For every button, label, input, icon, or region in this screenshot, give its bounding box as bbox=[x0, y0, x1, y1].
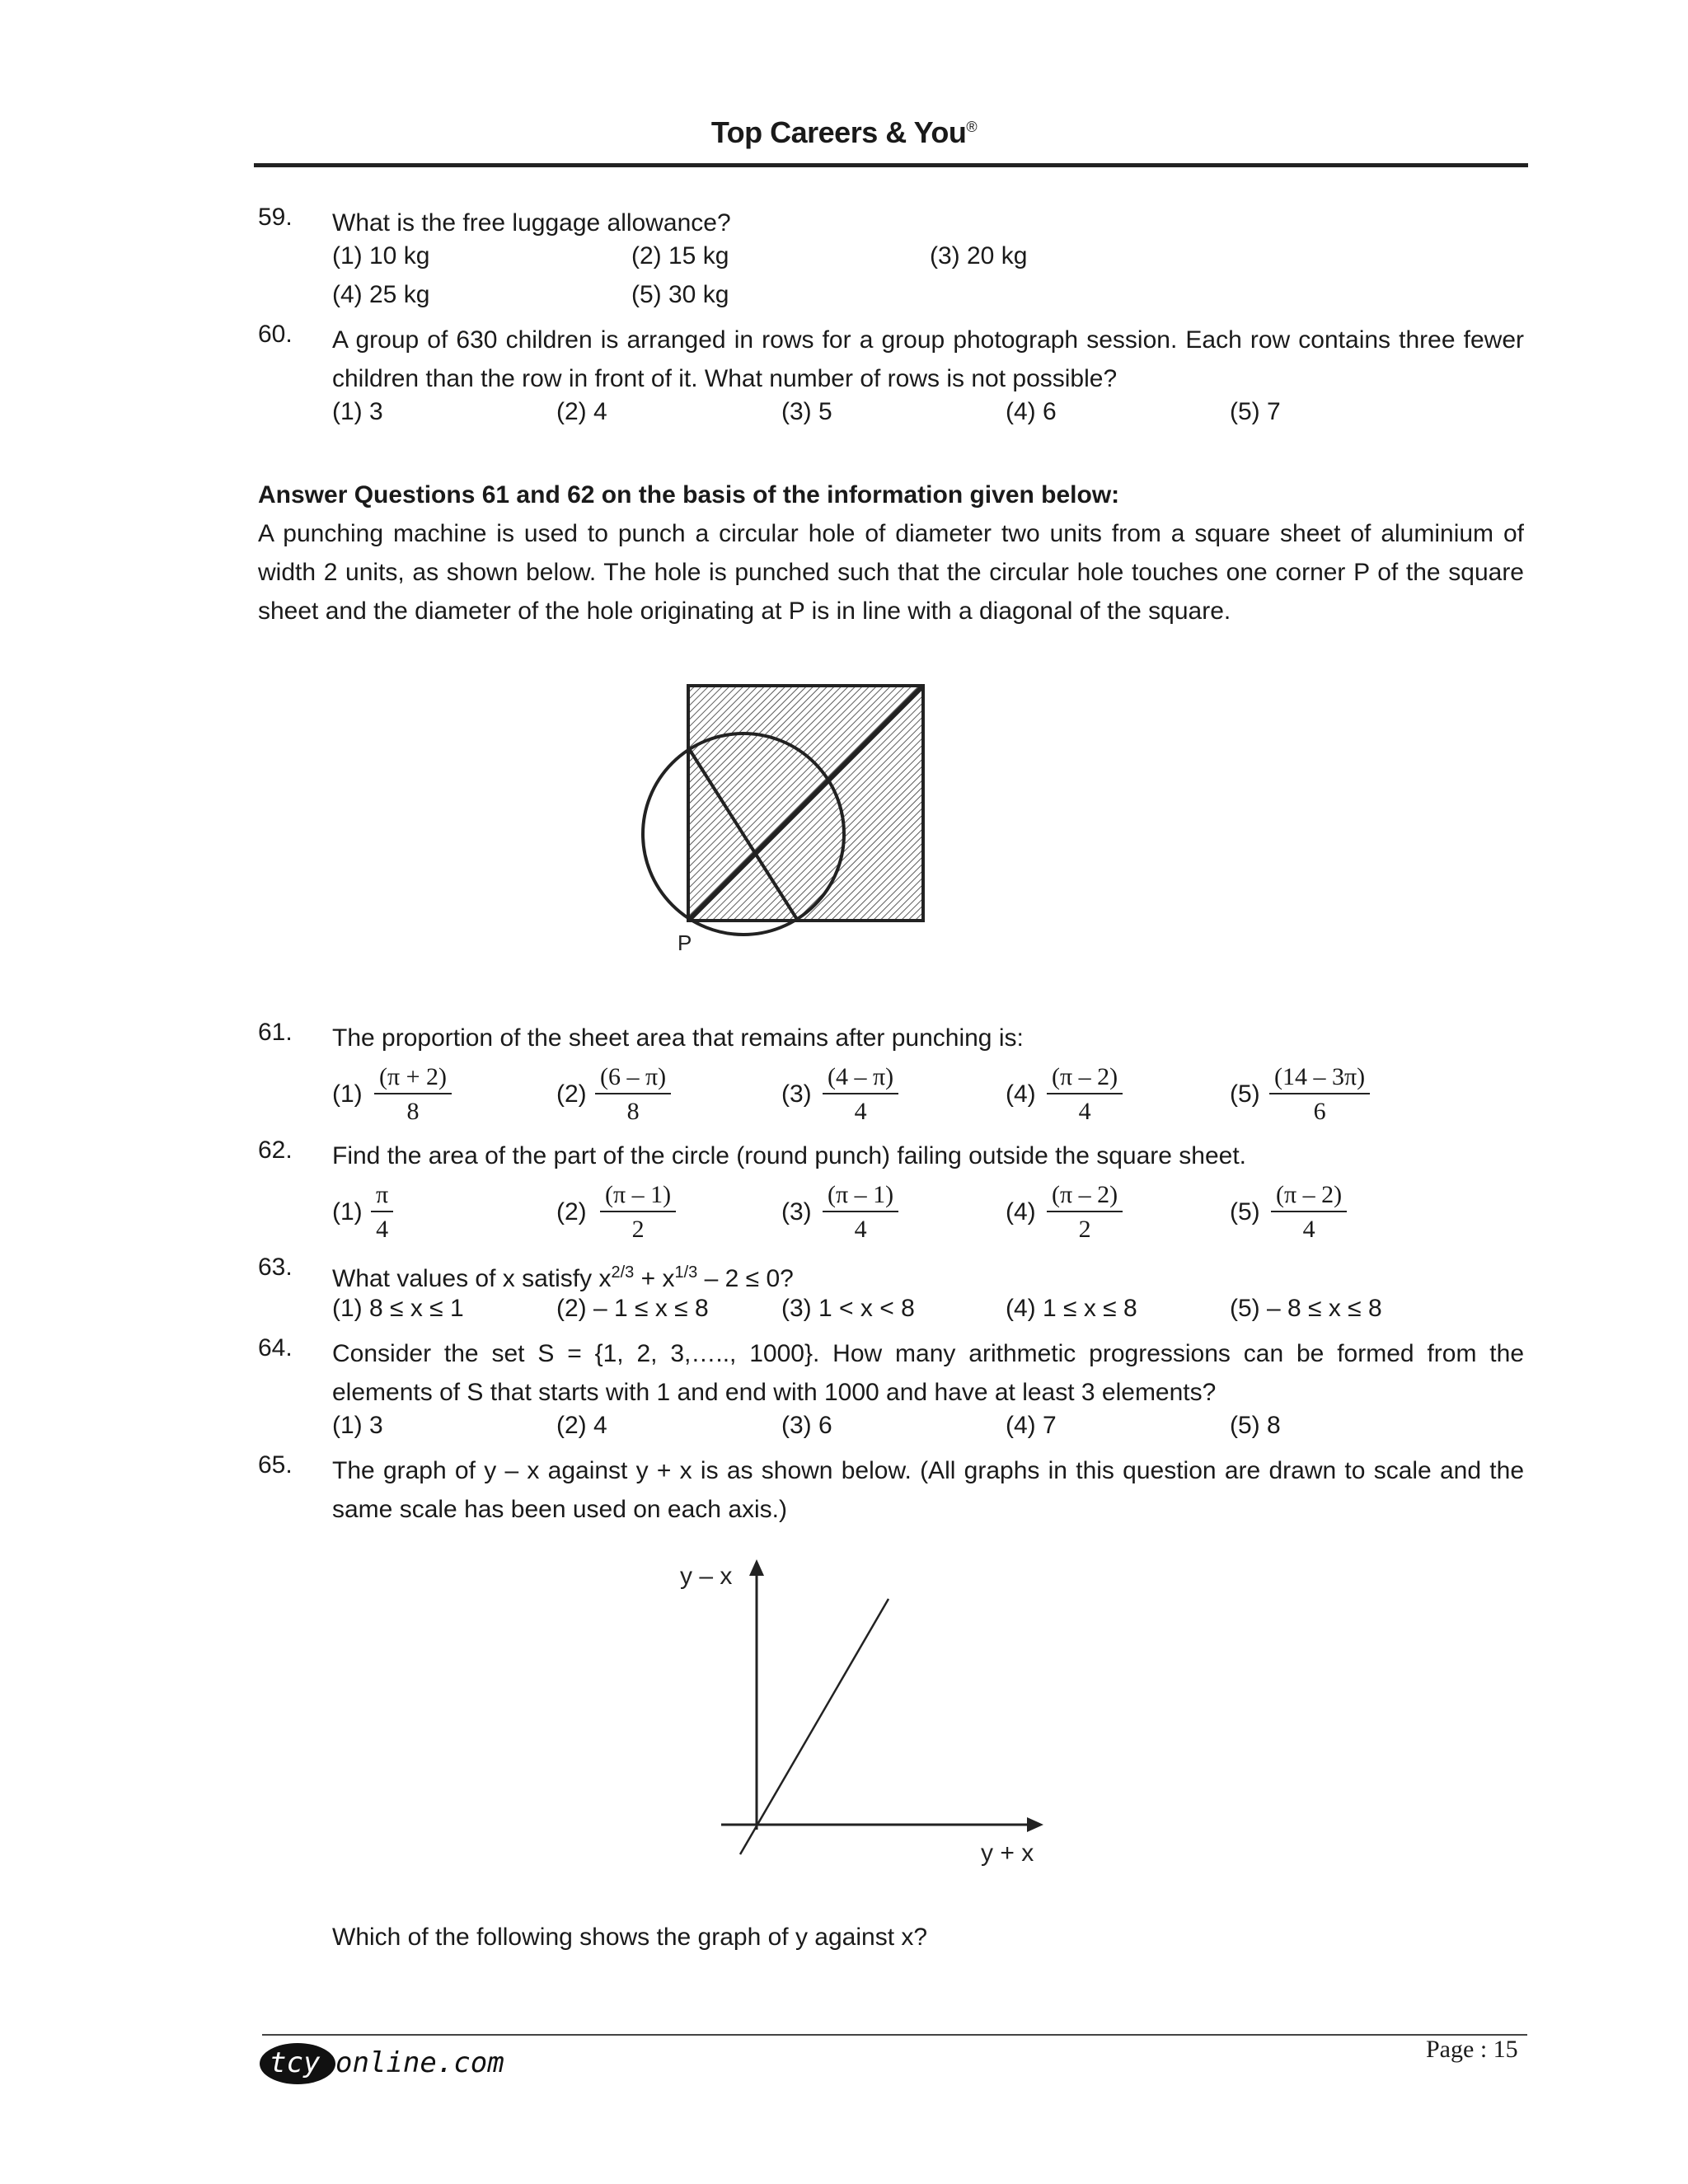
denominator: 8 bbox=[626, 1098, 640, 1125]
question-text: The proportion of the sheet area that remains after punching is: bbox=[332, 1024, 1024, 1052]
page-header-title bbox=[0, 115, 1688, 150]
option-fraction bbox=[823, 1063, 898, 1126]
option-label: (2) bbox=[556, 1080, 587, 1108]
option: (2) 4 bbox=[556, 1412, 607, 1439]
denominator: 2 bbox=[1078, 1216, 1091, 1243]
option-fraction bbox=[1047, 1063, 1123, 1126]
option: (1) 3 bbox=[332, 1412, 383, 1439]
option-label: (1) bbox=[332, 1080, 363, 1108]
denominator: 6 bbox=[1313, 1098, 1326, 1125]
punch-figure bbox=[635, 676, 940, 956]
logo-text-rest: online.com bbox=[335, 2046, 504, 2079]
option-label: (1) bbox=[332, 1198, 363, 1226]
question-number: 60. bbox=[258, 321, 293, 348]
question-number: 64. bbox=[258, 1334, 293, 1361]
option-label: (5) bbox=[1230, 1080, 1260, 1108]
option-label: (4) bbox=[1006, 1198, 1036, 1226]
q65-followup: Which of the following shows the graph of y against x? bbox=[332, 1924, 928, 1951]
option: (1) 8 ≤ x ≤ 1 bbox=[332, 1295, 464, 1322]
option-fraction bbox=[374, 1063, 452, 1126]
numerator: (6 – π) bbox=[595, 1063, 671, 1094]
option-label: (3) bbox=[781, 1198, 812, 1226]
registered-mark: ® bbox=[966, 119, 978, 135]
corner-label-p: P bbox=[678, 930, 692, 955]
denominator: 4 bbox=[1302, 1216, 1315, 1243]
numerator: (π – 1) bbox=[600, 1181, 676, 1212]
option-fraction bbox=[1271, 1181, 1347, 1244]
option: (5) 7 bbox=[1230, 398, 1281, 425]
denominator: 4 bbox=[1078, 1098, 1091, 1125]
option: (4) 1 ≤ x ≤ 8 bbox=[1006, 1295, 1137, 1322]
header-title-text: Top Careers & You bbox=[710, 115, 967, 149]
graph-line bbox=[740, 1599, 889, 1854]
question-number: 62. bbox=[258, 1137, 293, 1164]
option-label: (3) bbox=[781, 1080, 812, 1108]
option: (2) – 1 ≤ x ≤ 8 bbox=[556, 1295, 709, 1322]
option: (3) 20 kg bbox=[930, 242, 1028, 269]
denominator: 4 bbox=[854, 1216, 867, 1243]
option: (3) 6 bbox=[781, 1412, 832, 1439]
question-text: What is the free luggage allowance? bbox=[332, 209, 731, 237]
question-text: Consider the set S = {1, 2, 3,….., 1000}. How many arithmetic progressions can be formed from the elements of S that starts with 1 and end with 1000 and have at least 3 elements? bbox=[332, 1340, 1524, 1406]
numerator: (π – 2) bbox=[1047, 1181, 1123, 1212]
option-fraction bbox=[595, 1063, 671, 1126]
question-number: 61. bbox=[258, 1019, 293, 1046]
numerator: (4 – π) bbox=[823, 1063, 898, 1094]
page-number: Page : 15 bbox=[1426, 2036, 1518, 2063]
option: (1) 3 bbox=[332, 398, 383, 425]
question-text: Find the area of the part of the circle (round punch) failing outside the square sheet. bbox=[332, 1142, 1247, 1169]
q65-graph bbox=[668, 1549, 1047, 1879]
option: (3) 1 < x < 8 bbox=[781, 1295, 915, 1322]
numerator: (π – 1) bbox=[823, 1181, 898, 1212]
option: (5) 30 kg bbox=[631, 281, 729, 308]
tcyonline-logo bbox=[258, 2036, 555, 2093]
option: (2) 15 kg bbox=[631, 242, 729, 269]
denominator: 4 bbox=[376, 1216, 389, 1243]
option-label: (4) bbox=[1006, 1080, 1036, 1108]
question-number: 59. bbox=[258, 204, 293, 231]
denominator: 8 bbox=[406, 1098, 420, 1125]
x-axis-label: y + x bbox=[981, 1840, 1034, 1867]
option: (1) 10 kg bbox=[332, 242, 430, 269]
option-label: (2) bbox=[556, 1198, 587, 1226]
option: (4) 25 kg bbox=[332, 281, 430, 308]
text-part: + x bbox=[634, 1265, 675, 1292]
option-fraction bbox=[823, 1181, 898, 1244]
option: (2) 4 bbox=[556, 398, 607, 425]
question-number: 65. bbox=[258, 1451, 293, 1479]
logo-text-badge: tcy bbox=[270, 2046, 321, 2079]
option: (3) 5 bbox=[781, 398, 832, 425]
option-label: (5) bbox=[1230, 1198, 1260, 1226]
header-divider bbox=[254, 163, 1528, 167]
exponent: 1/3 bbox=[674, 1263, 698, 1282]
option-fraction bbox=[1269, 1063, 1370, 1126]
option-fraction bbox=[600, 1181, 676, 1244]
passage-text: A punching machine is used to punch a circular hole of diameter two units from a square sheet of aluminium of width 2 units, as shown below. The hole is punched such that the circular hole touches one corner P of the square sheet and the diameter of the hole originating at P is in line with a diagonal of the square. bbox=[258, 520, 1524, 625]
question-number: 63. bbox=[258, 1254, 293, 1281]
numerator: π bbox=[371, 1181, 393, 1212]
option-fraction bbox=[1047, 1181, 1123, 1244]
question-text: A group of 630 children is arranged in rows for a group photograph session. Each row contains three fewer children than the row in front of it. What number of rows is not possible? bbox=[332, 326, 1524, 392]
text-part: – 2 ≤ 0? bbox=[697, 1265, 794, 1292]
option-fraction bbox=[371, 1181, 393, 1244]
numerator: (π – 2) bbox=[1271, 1181, 1347, 1212]
denominator: 4 bbox=[854, 1098, 867, 1125]
question-text: The graph of y – x against y + x is as shown below. (All graphs in this question are drawn to scale and the same scale has been used on each axis.) bbox=[332, 1457, 1524, 1523]
denominator: 2 bbox=[631, 1216, 645, 1243]
y-axis-label: y – x bbox=[680, 1563, 733, 1590]
option: (5) – 8 ≤ x ≤ 8 bbox=[1230, 1295, 1382, 1322]
exponent: 2/3 bbox=[611, 1263, 635, 1282]
numerator: (14 – 3π) bbox=[1269, 1063, 1370, 1094]
question-text bbox=[332, 1254, 1524, 1298]
option: (5) 8 bbox=[1230, 1412, 1281, 1439]
option: (4) 7 bbox=[1006, 1412, 1057, 1439]
x-axis-arrow-icon bbox=[1027, 1817, 1043, 1832]
y-axis-arrow-icon bbox=[749, 1559, 764, 1576]
passage-heading: Answer Questions 61 and 62 on the basis of the information given below: bbox=[258, 481, 1120, 509]
option: (4) 6 bbox=[1006, 398, 1057, 425]
text-part: What values of x satisfy x bbox=[332, 1265, 612, 1292]
numerator: (π + 2) bbox=[374, 1063, 452, 1094]
numerator: (π – 2) bbox=[1047, 1063, 1123, 1094]
